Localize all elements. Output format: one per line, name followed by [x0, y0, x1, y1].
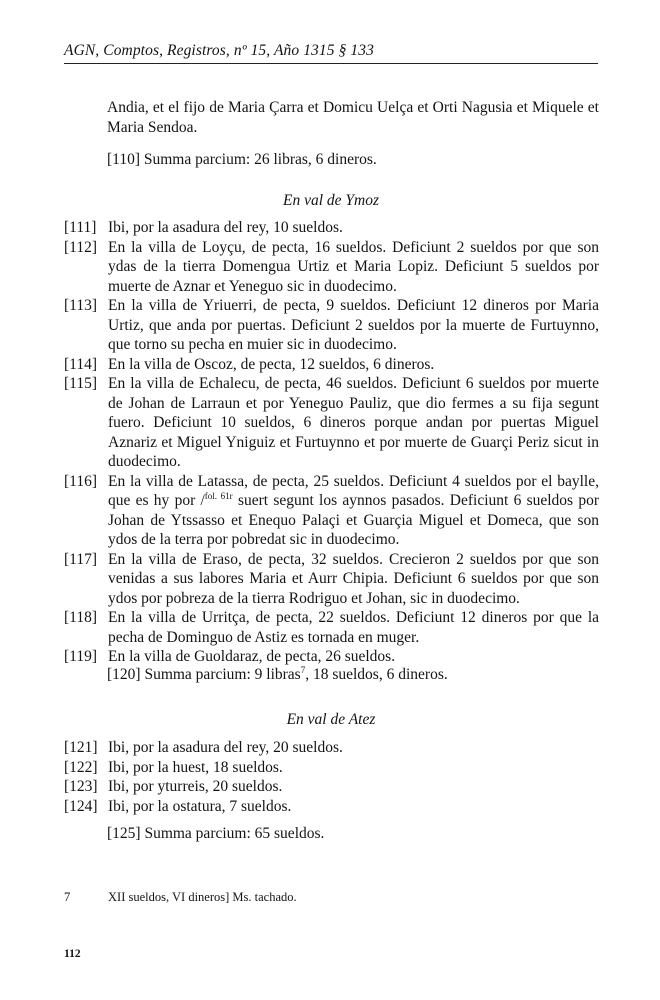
entry-text: Ibi, por la asadura del rey, 10 sueldos.: [108, 219, 343, 236]
entry-text: En la villa de Echalecu, de pecta, 46 sueldos. Deficiunt 6 sueldos por muerte de Johan de Larraun et por Yeneguo Pauliz, que dio fermes a su fija segunt fuero. Deficiunt 10 sueldos, 6 dineros porque andan por puertas Miguel Aznariz et Miguel Yniguiz et Furtuynno et por muerte de Guarçi Periz sicut in duodecimo.: [108, 375, 599, 470]
section-title-ymoz: En val de Ymoz: [282, 192, 379, 209]
entry-number: [114]: [64, 355, 97, 373]
entry-text: En la villa de Loyçu, de pecta, 16 sueldos. Deficiunt 2 sueldos por que son ydas de la tierra Domengua Urtiz et Maria Lopiz. Deficiunt 5 sueldos por muerte de Aznar et Yeneguo sic in duodecimo.: [108, 238, 599, 295]
entry-text: Ibi, por yturreis, 20 sueldos.: [108, 778, 283, 795]
entry-number: [124]: [64, 797, 98, 815]
intro-paragraph: Andia, et el fijo de Maria Çarra et Domicu Uelça et Orti Nagusia et Miquele et Maria Sendoa.: [107, 99, 599, 136]
entry-124: [64, 797, 599, 817]
entry-number: [118]: [64, 609, 97, 626]
entry-number: [117]: [64, 550, 97, 568]
entry-text: [108, 472, 599, 550]
entry-text: Ibi, por la huest, 18 sueldos.: [108, 758, 283, 776]
entry-121: [64, 738, 599, 758]
entry-123: [64, 777, 599, 797]
entry-text-before-folio: En la villa de Latassa, de pecta, 25 sueldos. Deficiunt 4 sueldos por el baylle, que es hy por /: [108, 472, 599, 509]
folio-marker: fol. 61r: [204, 490, 233, 501]
entry-number: [121]: [64, 739, 98, 756]
entry-text: En la villa de Yriuerri, de pecta, 9 sueldos. Deficiunt 12 dineros por Maria Urtiz, que anda por puertas. Deficiunt 2 sueldos por la muerte de Furtuynno, que torno su pecha en muier sic in duodecimo.: [108, 297, 599, 353]
sum-110: [110] Summa parcium: 26 libras, 6 dineros.: [107, 151, 377, 168]
entry-number: [111]: [64, 219, 97, 236]
entry-117: [64, 550, 599, 609]
entry-118: [64, 608, 599, 647]
entry-text: En la villa de Guoldaraz, de pecta, 26 sueldos.: [108, 648, 396, 665]
entry-text: En la villa de Eraso, de pecta, 32 sueldos. Crecieron 2 sueldos por que son venidas a sus labores Maria et Aurr Chipia. Deficiunt 6 sueldos por que son ydos por pobreza de la tierra Rodriguo et Johan, sic in duodecimo.: [108, 550, 599, 607]
entry-number: [116]: [64, 472, 97, 490]
sum-120: [107, 665, 599, 685]
entry-116: [64, 472, 599, 550]
section-title-atez: En val de Atez: [286, 711, 376, 728]
entry-text: Ibi, por la asadura del rey, 20 sueldos.: [108, 739, 343, 756]
entry-text: En la villa de Urritça, de pecta, 22 sueldos. Deficiunt 12 dineros por que la pecha de Dominguo de Astiz es tornada en muger.: [108, 609, 599, 646]
entry-112: [64, 238, 599, 297]
entry-text: Ibi, por la ostatura, 7 sueldos.: [108, 797, 292, 815]
sum-125: [125] Summa parcium: 65 sueldos.: [107, 825, 325, 842]
entry-number: [112]: [64, 238, 97, 256]
entry-number: [119]: [64, 648, 97, 665]
entry-text-after-folio: suert segunt los aynnos pasados. Deficiunt 6 sueldos por Johan de Ytssasso et Enequo Palaçi et Guarçia Miguel et Domeca, que son ydos de la terra por pobredat sic in duodecimo.: [108, 492, 599, 548]
footnote-reference: 7: [300, 664, 306, 675]
entry-113: [64, 296, 599, 355]
page-number: 112: [64, 948, 81, 960]
entry-text: En la villa de Oscoz, de pecta, 12 sueldos, 6 dineros.: [108, 355, 435, 373]
entry-114: [64, 355, 599, 375]
running-head: AGN, Comptos, Registros, nº 15, Año 1315 § 133: [64, 42, 374, 59]
header-rule: [64, 63, 598, 64]
entry-number: [113]: [64, 297, 97, 314]
footnote-text: XII sueldos, VI dineros] Ms. tachado.: [108, 890, 297, 904]
sum-120-text: [120] Summa parcium: 9 libras: [107, 666, 301, 683]
entry-115: [64, 374, 599, 472]
entry-number: [122]: [64, 758, 98, 776]
entry-number: [123]: [64, 778, 98, 795]
footnote-mark: 7: [64, 890, 71, 904]
entry-number: [115]: [64, 375, 97, 392]
footnote: [64, 890, 297, 905]
entries-atez: [64, 738, 599, 816]
entries-ymoz: [64, 218, 599, 667]
entry-122: [64, 758, 599, 778]
sum-120-rest: , 18 sueldos, 6 dineros.: [305, 666, 448, 683]
entry-119: [64, 647, 599, 667]
entry-111: [64, 218, 599, 238]
